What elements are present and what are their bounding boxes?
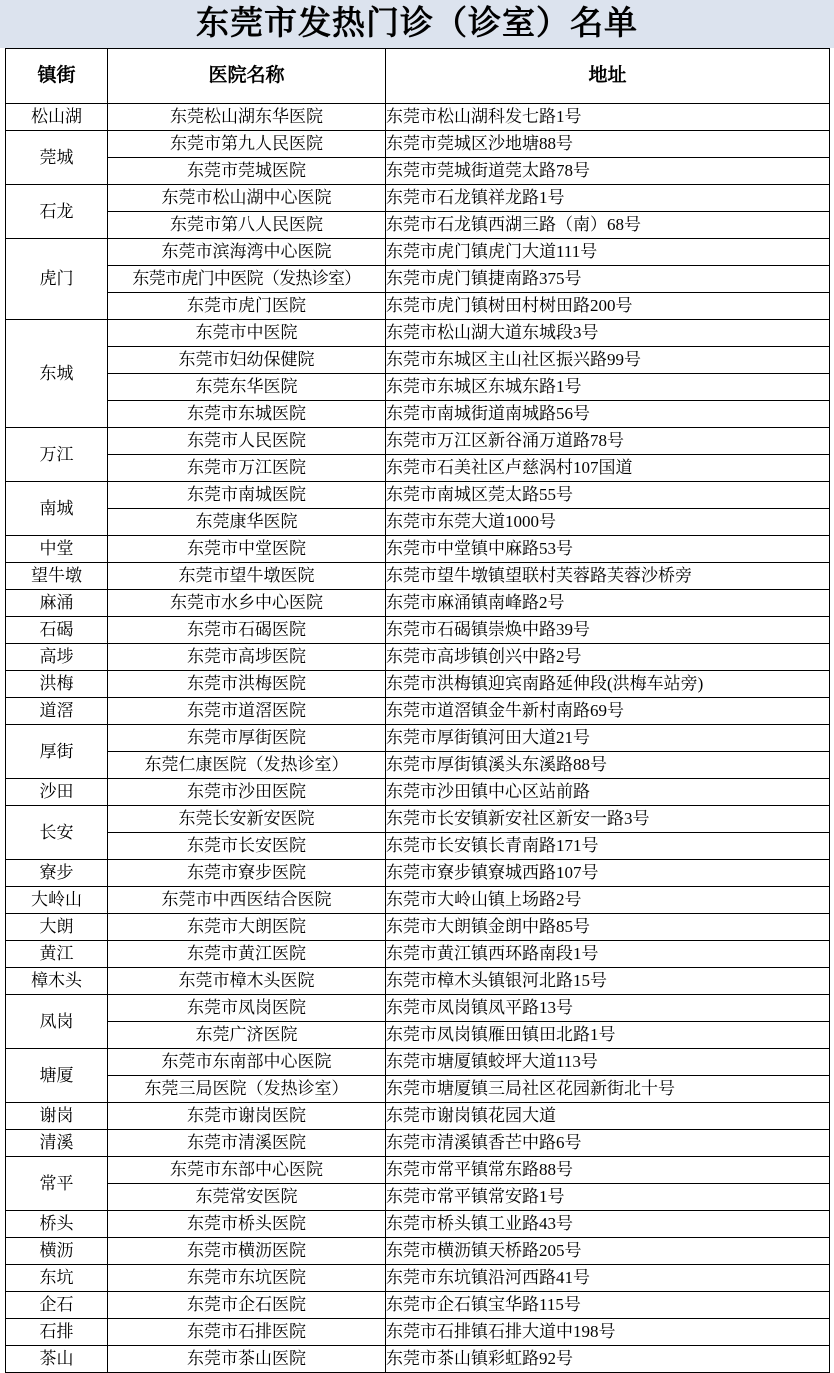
cell-hospital-name: 东莞市东部中心医院: [108, 1157, 386, 1184]
cell-address: 东莞市清溪镇香芒中路6号: [386, 1130, 830, 1157]
cell-hospital-name: 东莞市石排医院: [108, 1319, 386, 1346]
table-container: [0, 48, 834, 1373]
table-row: [6, 779, 830, 806]
cell-town: 长安: [6, 806, 108, 860]
document-title-banner: [0, 0, 834, 48]
cell-address: 东莞市南城街道南城路56号: [386, 401, 830, 428]
table-row: [6, 401, 830, 428]
cell-town: 桥头: [6, 1211, 108, 1238]
cell-address: 东莞市桥头镇工业路43号: [386, 1211, 830, 1238]
header-row: [6, 49, 830, 104]
cell-hospital-name: 东莞市沙田医院: [108, 779, 386, 806]
cell-hospital-name: 东莞市松山湖中心医院: [108, 185, 386, 212]
table-row: [6, 1022, 830, 1049]
cell-address: 东莞市黄江镇西环路南段1号: [386, 941, 830, 968]
table-body: [6, 104, 830, 1373]
cell-hospital-name: 东莞市谢岗医院: [108, 1103, 386, 1130]
cell-town: 清溪: [6, 1130, 108, 1157]
table-row: [6, 536, 830, 563]
cell-address: 东莞市厚街镇溪头东溪路88号: [386, 752, 830, 779]
cell-address: 东莞市高埗镇创兴中路2号: [386, 644, 830, 671]
cell-hospital-name: 东莞市道滘医院: [108, 698, 386, 725]
cell-address: 东莞市虎门镇捷南路375号: [386, 266, 830, 293]
cell-hospital-name: 东莞市石碣医院: [108, 617, 386, 644]
table-row: [6, 131, 830, 158]
cell-town: 莞城: [6, 131, 108, 185]
cell-address: 东莞市东坑镇沿河西路41号: [386, 1265, 830, 1292]
cell-hospital-name: 东莞市寮步医院: [108, 860, 386, 887]
cell-town: 麻涌: [6, 590, 108, 617]
cell-town: 茶山: [6, 1346, 108, 1373]
cell-town: 横沥: [6, 1238, 108, 1265]
cell-town: 黄江: [6, 941, 108, 968]
cell-address: 东莞市长安镇长青南路171号: [386, 833, 830, 860]
cell-hospital-name: 东莞市第九人民医院: [108, 131, 386, 158]
cell-town: 沙田: [6, 779, 108, 806]
table-row: [6, 860, 830, 887]
cell-address: 东莞市虎门镇树田村树田路200号: [386, 293, 830, 320]
cell-address: 东莞市莞城区沙地塘88号: [386, 131, 830, 158]
cell-address: 东莞市寮步镇寮城西路107号: [386, 860, 830, 887]
column-header-address: 地址: [386, 49, 830, 104]
cell-town: 东城: [6, 320, 108, 428]
cell-address: 东莞市东莞大道1000号: [386, 509, 830, 536]
table-row: [6, 1238, 830, 1265]
cell-hospital-name: 东莞康华医院: [108, 509, 386, 536]
cell-hospital-name: 东莞市滨海湾中心医院: [108, 239, 386, 266]
cell-town: 厚街: [6, 725, 108, 779]
cell-town: 石龙: [6, 185, 108, 239]
cell-address: 东莞市凤岗镇雁田镇田北路1号: [386, 1022, 830, 1049]
cell-hospital-name: 东莞市妇幼保健院: [108, 347, 386, 374]
cell-town: 中堂: [6, 536, 108, 563]
cell-address: 东莞市虎门镇虎门大道111号: [386, 239, 830, 266]
cell-hospital-name: 东莞市虎门中医院（发热诊室）: [108, 266, 386, 293]
cell-hospital-name: 东莞市东南部中心医院: [108, 1049, 386, 1076]
cell-address: 东莞市厚街镇河田大道21号: [386, 725, 830, 752]
table-row: [6, 995, 830, 1022]
cell-town: 常平: [6, 1157, 108, 1211]
table-row: [6, 212, 830, 239]
cell-hospital-name: 东莞东华医院: [108, 374, 386, 401]
cell-hospital-name: 东莞市水乡中心医院: [108, 590, 386, 617]
cell-hospital-name: 东莞市中西医结合医院: [108, 887, 386, 914]
cell-town: 高埗: [6, 644, 108, 671]
table-row: [6, 455, 830, 482]
cell-hospital-name: 东莞市长安医院: [108, 833, 386, 860]
cell-town: 南城: [6, 482, 108, 536]
cell-hospital-name: 东莞市清溪医院: [108, 1130, 386, 1157]
cell-address: 东莞市东城区东城东路1号: [386, 374, 830, 401]
table-row: [6, 833, 830, 860]
cell-town: 大岭山: [6, 887, 108, 914]
column-header-town: 镇街: [6, 49, 108, 104]
table-row: [6, 1049, 830, 1076]
cell-hospital-name: 东莞仁康医院（发热诊室）: [108, 752, 386, 779]
cell-hospital-name: 东莞市第八人民医院: [108, 212, 386, 239]
table-row: [6, 752, 830, 779]
cell-hospital-name: 东莞市厚街医院: [108, 725, 386, 752]
cell-hospital-name: 东莞市茶山医院: [108, 1346, 386, 1373]
cell-address: 东莞市长安镇新安社区新安一路3号: [386, 806, 830, 833]
cell-hospital-name: 东莞三局医院（发热诊室）: [108, 1076, 386, 1103]
cell-hospital-name: 东莞市中医院: [108, 320, 386, 347]
cell-town: 石排: [6, 1319, 108, 1346]
table-row: [6, 482, 830, 509]
table-header: [6, 49, 830, 104]
cell-address: 东莞市常平镇常安路1号: [386, 1184, 830, 1211]
cell-town: 寮步: [6, 860, 108, 887]
table-row: [6, 698, 830, 725]
table-row: [6, 1319, 830, 1346]
table-row: [6, 509, 830, 536]
table-row: [6, 266, 830, 293]
cell-hospital-name: 东莞市桥头医院: [108, 1211, 386, 1238]
table-row: [6, 968, 830, 995]
cell-hospital-name: 东莞长安新安医院: [108, 806, 386, 833]
cell-address: 东莞市石美社区卢慈涡村107国道: [386, 455, 830, 482]
page-title: 东莞市发热门诊（诊室）名单: [196, 5, 638, 42]
cell-hospital-name: 东莞市虎门医院: [108, 293, 386, 320]
cell-town: 东坑: [6, 1265, 108, 1292]
cell-address: 东莞市沙田镇中心区站前路: [386, 779, 830, 806]
cell-address: 东莞市塘厦镇三局社区花园新街北十号: [386, 1076, 830, 1103]
cell-town: 万江: [6, 428, 108, 482]
cell-hospital-name: 东莞市中堂医院: [108, 536, 386, 563]
cell-hospital-name: 东莞市人民医院: [108, 428, 386, 455]
cell-town: 石碣: [6, 617, 108, 644]
cell-town: 塘厦: [6, 1049, 108, 1103]
table-row: [6, 104, 830, 131]
cell-address: 东莞市樟木头镇银河北路15号: [386, 968, 830, 995]
cell-town: 虎门: [6, 239, 108, 320]
cell-town: 凤岗: [6, 995, 108, 1049]
cell-hospital-name: 东莞市大朗医院: [108, 914, 386, 941]
table-row: [6, 914, 830, 941]
table-row: [6, 1157, 830, 1184]
cell-address: 东莞市万江区新谷涌万道路78号: [386, 428, 830, 455]
cell-address: 东莞市中堂镇中麻路53号: [386, 536, 830, 563]
cell-address: 东莞市谢岗镇花园大道: [386, 1103, 830, 1130]
table-row: [6, 725, 830, 752]
cell-town: 谢岗: [6, 1103, 108, 1130]
cell-hospital-name: 东莞市凤岗医院: [108, 995, 386, 1022]
cell-address: 东莞市横沥镇天桥路205号: [386, 1238, 830, 1265]
cell-town: 道滘: [6, 698, 108, 725]
cell-address: 东莞市望牛墩镇望联村芙蓉路芙蓉沙桥旁: [386, 563, 830, 590]
table-row: [6, 1211, 830, 1238]
cell-address: 东莞市大朗镇金朗中路85号: [386, 914, 830, 941]
table-row: [6, 1346, 830, 1373]
cell-address: 东莞市松山湖大道东城段3号: [386, 320, 830, 347]
cell-hospital-name: 东莞广济医院: [108, 1022, 386, 1049]
table-row: [6, 1265, 830, 1292]
cell-hospital-name: 东莞市望牛墩医院: [108, 563, 386, 590]
cell-address: 东莞市石排镇石排大道中198号: [386, 1319, 830, 1346]
table-row: [6, 563, 830, 590]
table-row: [6, 806, 830, 833]
table-row: [6, 158, 830, 185]
table-row: [6, 347, 830, 374]
cell-address: 东莞市塘厦镇蛟坪大道113号: [386, 1049, 830, 1076]
table-row: [6, 239, 830, 266]
table-row: [6, 671, 830, 698]
cell-address: 东莞市石龙镇西湖三路（南）68号: [386, 212, 830, 239]
cell-address: 东莞市松山湖科发七路1号: [386, 104, 830, 131]
cell-address: 东莞市南城区莞太路55号: [386, 482, 830, 509]
table-row: [6, 1130, 830, 1157]
table-row: [6, 590, 830, 617]
table-row: [6, 1184, 830, 1211]
cell-address: 东莞市大岭山镇上场路2号: [386, 887, 830, 914]
cell-hospital-name: 东莞市横沥医院: [108, 1238, 386, 1265]
cell-town: 望牛墩: [6, 563, 108, 590]
cell-hospital-name: 东莞市南城医院: [108, 482, 386, 509]
cell-town: 樟木头: [6, 968, 108, 995]
cell-hospital-name: 东莞市万江医院: [108, 455, 386, 482]
cell-address: 东莞市凤岗镇凤平路13号: [386, 995, 830, 1022]
cell-hospital-name: 东莞市高埗医院: [108, 644, 386, 671]
cell-hospital-name: 东莞松山湖东华医院: [108, 104, 386, 131]
cell-town: 企石: [6, 1292, 108, 1319]
cell-address: 东莞市莞城街道莞太路78号: [386, 158, 830, 185]
cell-hospital-name: 东莞市樟木头医院: [108, 968, 386, 995]
table-row: [6, 1103, 830, 1130]
cell-town: 洪梅: [6, 671, 108, 698]
cell-address: 东莞市道滘镇金牛新村南路69号: [386, 698, 830, 725]
table-row: [6, 1076, 830, 1103]
table-row: [6, 320, 830, 347]
cell-town: 松山湖: [6, 104, 108, 131]
cell-address: 东莞市东城区主山社区振兴路99号: [386, 347, 830, 374]
cell-address: 东莞市石龙镇祥龙路1号: [386, 185, 830, 212]
cell-hospital-name: 东莞市洪梅医院: [108, 671, 386, 698]
table-row: [6, 428, 830, 455]
table-row: [6, 374, 830, 401]
table-row: [6, 185, 830, 212]
cell-hospital-name: 东莞市东坑医院: [108, 1265, 386, 1292]
cell-hospital-name: 东莞市企石医院: [108, 1292, 386, 1319]
table-row: [6, 644, 830, 671]
table-row: [6, 293, 830, 320]
table-row: [6, 941, 830, 968]
cell-hospital-name: 东莞常安医院: [108, 1184, 386, 1211]
cell-address: 东莞市企石镇宝华路115号: [386, 1292, 830, 1319]
table-row: [6, 617, 830, 644]
cell-address: 东莞市麻涌镇南峰路2号: [386, 590, 830, 617]
fever-clinic-table: [5, 48, 830, 1373]
column-header-hospital: 医院名称: [108, 49, 386, 104]
cell-address: 东莞市石碣镇崇焕中路39号: [386, 617, 830, 644]
cell-address: 东莞市常平镇常东路88号: [386, 1157, 830, 1184]
cell-hospital-name: 东莞市莞城医院: [108, 158, 386, 185]
cell-address: 东莞市茶山镇彩虹路92号: [386, 1346, 830, 1373]
cell-hospital-name: 东莞市东城医院: [108, 401, 386, 428]
table-row: [6, 887, 830, 914]
cell-address: 东莞市洪梅镇迎宾南路延伸段(洪梅车站旁): [386, 671, 830, 698]
cell-hospital-name: 东莞市黄江医院: [108, 941, 386, 968]
table-row: [6, 1292, 830, 1319]
cell-town: 大朗: [6, 914, 108, 941]
